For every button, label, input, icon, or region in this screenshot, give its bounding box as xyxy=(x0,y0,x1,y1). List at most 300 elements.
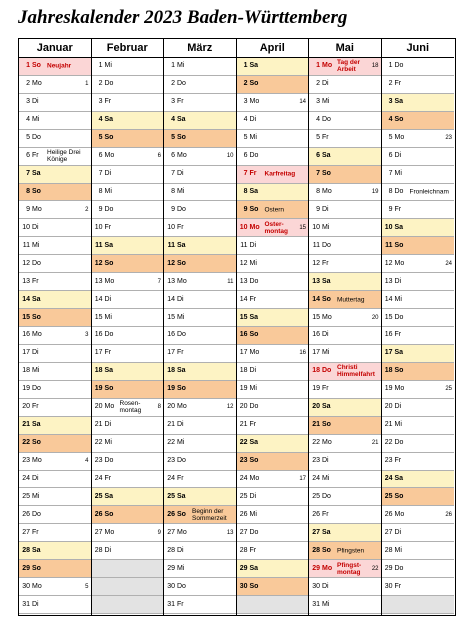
day-number: 13 xyxy=(94,277,103,285)
day-number: 23 xyxy=(239,457,248,465)
weekday: Di xyxy=(104,295,112,303)
day-number: 4 xyxy=(98,116,103,124)
weekday: So xyxy=(32,439,41,447)
day-number: 14 xyxy=(22,295,30,303)
day-number: 10 xyxy=(167,223,175,231)
week-number: 23 xyxy=(445,135,452,142)
weekday: Di xyxy=(322,205,329,213)
day-cell xyxy=(382,578,455,596)
day-number: 15 xyxy=(312,313,320,321)
weekday: Mo xyxy=(249,474,260,482)
day-cell xyxy=(92,273,164,291)
weekday: Sa xyxy=(394,98,404,106)
day-number: 18 xyxy=(384,367,393,375)
weekday: Fr xyxy=(104,349,112,357)
day-cell xyxy=(164,112,236,130)
day-number: 1 xyxy=(26,62,30,70)
day-cell xyxy=(92,130,164,148)
weekday: Fr xyxy=(32,403,39,411)
day-cell xyxy=(237,435,309,453)
weekday: Fr xyxy=(394,457,402,465)
day-number: 18 xyxy=(167,367,175,375)
weekday: So xyxy=(322,546,331,554)
weekday: Di xyxy=(32,474,39,482)
day-cell xyxy=(19,363,91,381)
day-cell xyxy=(382,345,455,363)
weekday: Do xyxy=(177,331,186,339)
event-label: Ostern xyxy=(264,206,285,214)
day-cell xyxy=(237,94,309,112)
day-cell xyxy=(92,309,164,327)
day-number: 21 xyxy=(312,421,320,429)
day-cell xyxy=(164,237,236,255)
day-number: 2 xyxy=(98,80,103,88)
day-cell xyxy=(164,542,236,560)
day-number: 16 xyxy=(384,331,393,339)
day-number: 12 xyxy=(384,259,393,267)
weekday: So xyxy=(394,241,404,249)
week-number: 11 xyxy=(227,278,234,285)
day-cell xyxy=(164,363,236,381)
weekday: Mo xyxy=(249,98,260,106)
day-cell xyxy=(19,184,91,202)
day-number: 20 xyxy=(94,403,103,411)
weekday: Mi xyxy=(249,510,257,518)
day-number: 23 xyxy=(312,457,320,465)
day-number: 30 xyxy=(167,582,175,590)
weekday: So xyxy=(32,62,41,70)
weekday: Di xyxy=(394,152,402,160)
day-cell xyxy=(309,435,381,453)
day-cell xyxy=(237,166,309,184)
weekday: Di xyxy=(249,367,257,375)
day-cell xyxy=(309,453,381,471)
day-cell xyxy=(19,596,91,614)
weekday: Di xyxy=(104,421,112,429)
day-cell xyxy=(309,363,381,381)
day-number: 17 xyxy=(239,349,248,357)
week-number: 24 xyxy=(445,260,452,267)
day-cell xyxy=(19,201,91,219)
day-cell xyxy=(164,76,236,94)
day-cell xyxy=(237,453,309,471)
day-number: 9 xyxy=(171,205,175,213)
day-cell xyxy=(309,201,381,219)
week-number: 26 xyxy=(445,511,452,518)
day-cell xyxy=(92,524,164,542)
month-column-januar xyxy=(19,39,92,615)
weekday: Fr xyxy=(322,259,329,267)
weekday: Di xyxy=(32,349,39,357)
day-cell xyxy=(382,201,455,219)
weekday: Mi xyxy=(32,492,40,500)
week-number: 19 xyxy=(371,189,379,195)
day-number: 19 xyxy=(239,385,248,393)
weekday: Fr xyxy=(104,98,112,106)
weekday: Do xyxy=(177,582,186,590)
weekday: Fr xyxy=(249,421,257,429)
weekday: Sa xyxy=(394,223,404,231)
weekday: Di xyxy=(32,223,39,231)
weekday: Do xyxy=(249,277,259,285)
day-number: 5 xyxy=(171,134,175,142)
day-cell xyxy=(309,94,381,112)
day-number: 11 xyxy=(385,241,393,249)
day-cell xyxy=(237,399,309,417)
day-cell xyxy=(19,94,91,112)
weekday: Mo xyxy=(322,188,332,195)
day-cell xyxy=(164,184,236,202)
day-cell xyxy=(309,488,381,506)
week-number: 8 xyxy=(157,404,161,411)
day-number: 27 xyxy=(384,528,393,536)
day-number: 18 xyxy=(312,367,320,375)
day-number: 24 xyxy=(312,474,320,482)
weekday: Do xyxy=(394,62,404,70)
day-cell xyxy=(19,76,91,94)
weekday: Sa xyxy=(32,170,41,178)
day-cell xyxy=(309,76,381,94)
day-cell xyxy=(164,148,236,166)
day-cell xyxy=(382,58,455,76)
month-column-märz xyxy=(164,39,237,615)
weekday: Sa xyxy=(249,62,259,70)
day-number: 2 xyxy=(26,80,30,88)
day-cell xyxy=(237,76,309,94)
day-number: 20 xyxy=(22,403,30,411)
day-number: 27 xyxy=(239,528,248,536)
day-number: 11 xyxy=(312,241,320,249)
day-number: 26 xyxy=(384,510,393,518)
day-number: 29 xyxy=(22,564,30,572)
day-number: 1 xyxy=(243,62,248,70)
day-cell xyxy=(92,399,164,417)
weekday: Sa xyxy=(249,564,259,572)
week-number: 18 xyxy=(371,63,379,70)
day-cell xyxy=(237,327,309,345)
weekday: Mo xyxy=(32,331,42,339)
day-cell xyxy=(19,291,91,309)
weekday: Mo xyxy=(32,80,42,88)
day-number: 28 xyxy=(239,546,248,554)
weekday: Di xyxy=(394,403,402,411)
day-number: 1 xyxy=(171,62,175,70)
day-cell xyxy=(19,255,91,273)
day-number: 26 xyxy=(239,510,248,518)
day-cell xyxy=(382,94,455,112)
day-number: 17 xyxy=(312,349,320,357)
day-number: 30 xyxy=(384,582,393,590)
weekday: So xyxy=(249,205,259,213)
day-number: 21 xyxy=(384,421,393,429)
weekday: Mi xyxy=(322,474,330,482)
day-cell xyxy=(164,94,236,112)
weekday: Mi xyxy=(32,116,40,124)
day-number: 27 xyxy=(22,528,30,536)
weekday: Mo xyxy=(104,277,115,285)
day-cell xyxy=(237,130,309,148)
weekday: Do xyxy=(104,205,114,213)
day-cell xyxy=(382,363,455,381)
day-cell xyxy=(19,148,91,166)
weekday: Mo xyxy=(322,62,333,70)
day-cell xyxy=(164,506,236,524)
day-number: 10 xyxy=(22,223,30,231)
week-number: 6 xyxy=(157,153,161,160)
weekday: Di xyxy=(177,170,184,178)
day-number: 25 xyxy=(22,492,30,500)
weekday: So xyxy=(322,170,331,178)
day-cell xyxy=(309,184,381,202)
day-number: 20 xyxy=(384,403,393,411)
day-number: 1 xyxy=(316,62,320,70)
day-cell xyxy=(19,273,91,291)
weekday: Fr xyxy=(32,528,39,536)
week-number: 14 xyxy=(299,99,306,106)
day-cell xyxy=(309,417,381,435)
weekday: Fr xyxy=(177,600,184,608)
day-number: 6 xyxy=(388,152,393,160)
week-number: 3 xyxy=(85,332,89,339)
weekday: Do xyxy=(32,510,41,518)
day-cell xyxy=(19,435,91,453)
week-number: 20 xyxy=(371,314,379,321)
day-number: 28 xyxy=(167,546,175,554)
weekday: Do xyxy=(322,116,331,124)
day-cell xyxy=(309,309,381,327)
weekday: Di xyxy=(249,116,257,124)
weekday: Mi xyxy=(322,223,330,231)
weekday: Mo xyxy=(32,457,42,465)
day-cell xyxy=(92,148,164,166)
day-cell xyxy=(92,506,164,524)
day-cell xyxy=(382,291,455,309)
day-cell xyxy=(19,560,91,578)
day-cell xyxy=(92,542,164,560)
weekday: Mo xyxy=(322,439,332,447)
day-cell xyxy=(164,488,236,506)
day-number: 15 xyxy=(239,313,248,321)
day-number: 14 xyxy=(312,295,320,303)
day-cell xyxy=(19,327,91,345)
day-number: 8 xyxy=(171,188,175,195)
weekday: Do xyxy=(249,403,259,411)
day-number: 17 xyxy=(22,349,30,357)
week-number: 12 xyxy=(226,404,234,411)
weekday: Mi xyxy=(104,439,112,447)
weekday: Mi xyxy=(177,564,185,572)
day-cell xyxy=(309,112,381,130)
weekday: Di xyxy=(249,492,257,500)
weekday: Mi xyxy=(322,349,330,357)
day-number: 13 xyxy=(239,277,248,285)
day-cell xyxy=(164,255,236,273)
weekday: Mo xyxy=(177,277,187,285)
weekday: Mo xyxy=(394,134,405,142)
day-cell xyxy=(92,219,164,237)
weekday: Mo xyxy=(104,528,115,536)
day-cell xyxy=(92,291,164,309)
day-number: 22 xyxy=(239,439,248,447)
day-number: 13 xyxy=(384,277,393,285)
weekday: Fr xyxy=(104,223,112,231)
weekday: So xyxy=(177,259,186,267)
weekday: Do xyxy=(322,367,332,375)
weekday: So xyxy=(104,385,114,393)
day-number: 6 xyxy=(243,152,248,160)
day-cell xyxy=(19,112,91,130)
day-cell xyxy=(164,596,236,614)
month-column-februar xyxy=(92,39,165,615)
day-number: 23 xyxy=(94,457,103,465)
day-cell xyxy=(92,184,164,202)
weekday: Sa xyxy=(104,492,114,500)
weekday: Sa xyxy=(322,403,331,411)
day-cell xyxy=(309,166,381,184)
week-number: 13 xyxy=(226,529,234,536)
day-number: 2 xyxy=(171,80,175,88)
day-cell xyxy=(164,453,236,471)
day-cell xyxy=(237,237,309,255)
weekday: Mi xyxy=(249,385,257,393)
day-number: 15 xyxy=(167,313,175,321)
day-number: 22 xyxy=(167,439,175,447)
weekday: So xyxy=(104,134,114,142)
day-number: 25 xyxy=(384,492,393,500)
day-number: 7 xyxy=(388,170,393,178)
weekday: Do xyxy=(104,80,114,88)
day-cell xyxy=(237,201,309,219)
day-cell xyxy=(19,309,91,327)
day-cell xyxy=(309,219,381,237)
day-number: 15 xyxy=(384,313,393,321)
weekday: Mi xyxy=(32,367,40,375)
weekday: So xyxy=(249,457,259,465)
event-label: Tag der Arbeit xyxy=(337,59,360,74)
weekday: Sa xyxy=(394,349,404,357)
day-cell xyxy=(237,309,309,327)
day-number: 14 xyxy=(384,295,393,303)
day-number: 16 xyxy=(167,331,175,339)
day-number: 11 xyxy=(95,241,103,249)
day-cell xyxy=(164,417,236,435)
day-cell xyxy=(382,237,455,255)
day-number: 9 xyxy=(388,205,393,213)
day-number: 20 xyxy=(239,403,248,411)
day-cell xyxy=(237,560,309,578)
day-cell xyxy=(19,237,91,255)
weekday: Sa xyxy=(32,546,41,554)
day-number: 7 xyxy=(243,170,248,178)
weekday: Sa xyxy=(177,116,186,124)
day-number: 7 xyxy=(316,170,320,178)
day-number: 31 xyxy=(22,600,30,608)
day-cell xyxy=(382,327,455,345)
day-cell xyxy=(92,453,164,471)
weekday: Fr xyxy=(322,510,329,518)
weekday: Di xyxy=(322,457,329,465)
weekday: Di xyxy=(32,98,39,106)
event-label: Rosen-montag xyxy=(119,400,142,415)
weekday: Mi xyxy=(249,259,257,267)
weekday: Mi xyxy=(177,313,185,321)
weekday: Sa xyxy=(249,439,259,447)
event-label: Beginn der Sommerzeit xyxy=(192,507,227,522)
day-cell xyxy=(164,291,236,309)
weekday: Do xyxy=(177,205,186,213)
day-cell xyxy=(237,524,309,542)
weekday: Sa xyxy=(104,367,114,375)
day-cell xyxy=(164,327,236,345)
day-number: 3 xyxy=(26,98,30,106)
day-number: 7 xyxy=(98,170,103,178)
day-cell xyxy=(309,399,381,417)
week-number: 9 xyxy=(157,529,161,536)
day-number: 5 xyxy=(243,134,248,142)
day-number: 16 xyxy=(312,331,320,339)
weekday: Mi xyxy=(104,62,112,70)
weekday: Do xyxy=(177,457,186,465)
day-number: 25 xyxy=(312,492,320,500)
day-number: 14 xyxy=(239,295,248,303)
day-number: 23 xyxy=(22,457,30,465)
weekday: Do xyxy=(32,134,41,142)
day-cell xyxy=(382,488,455,506)
day-cell xyxy=(19,506,91,524)
day-cell xyxy=(382,524,455,542)
day-number: 8 xyxy=(26,188,30,195)
weekday: Do xyxy=(394,439,404,447)
weekday: Do xyxy=(249,152,259,160)
empty-day-cell xyxy=(92,596,164,614)
event-label: Christi Himmelfahrt xyxy=(337,364,375,379)
weekday: Fr xyxy=(394,331,402,339)
day-number: 29 xyxy=(384,564,393,572)
day-number: 11 xyxy=(240,241,248,249)
page-title: Jahreskalender 2023 Baden-Württemberg xyxy=(18,7,348,28)
day-cell xyxy=(19,488,91,506)
day-cell xyxy=(237,255,309,273)
weekday: Fr xyxy=(394,205,402,213)
weekday: Sa xyxy=(322,152,331,160)
day-number: 26 xyxy=(167,510,175,518)
day-cell xyxy=(237,471,309,489)
weekday: Mo xyxy=(322,313,332,321)
week-number: 5 xyxy=(85,583,89,590)
day-number: 28 xyxy=(94,546,103,554)
day-cell xyxy=(164,219,236,237)
day-number: 5 xyxy=(388,134,393,142)
day-cell xyxy=(164,435,236,453)
day-cell xyxy=(382,273,455,291)
day-number: 25 xyxy=(94,492,103,500)
day-cell xyxy=(382,148,455,166)
day-cell xyxy=(309,237,381,255)
day-cell xyxy=(237,578,309,596)
day-number: 21 xyxy=(22,421,30,429)
weekday: Mi xyxy=(104,188,112,195)
day-cell xyxy=(382,130,455,148)
day-cell xyxy=(382,381,455,399)
weekday: Do xyxy=(249,528,259,536)
day-number: 24 xyxy=(384,474,393,482)
weekday: Mo xyxy=(177,152,187,160)
day-cell xyxy=(92,255,164,273)
day-cell xyxy=(164,130,236,148)
day-number: 29 xyxy=(167,564,175,572)
day-number: 25 xyxy=(167,492,175,500)
weekday: So xyxy=(322,421,331,429)
